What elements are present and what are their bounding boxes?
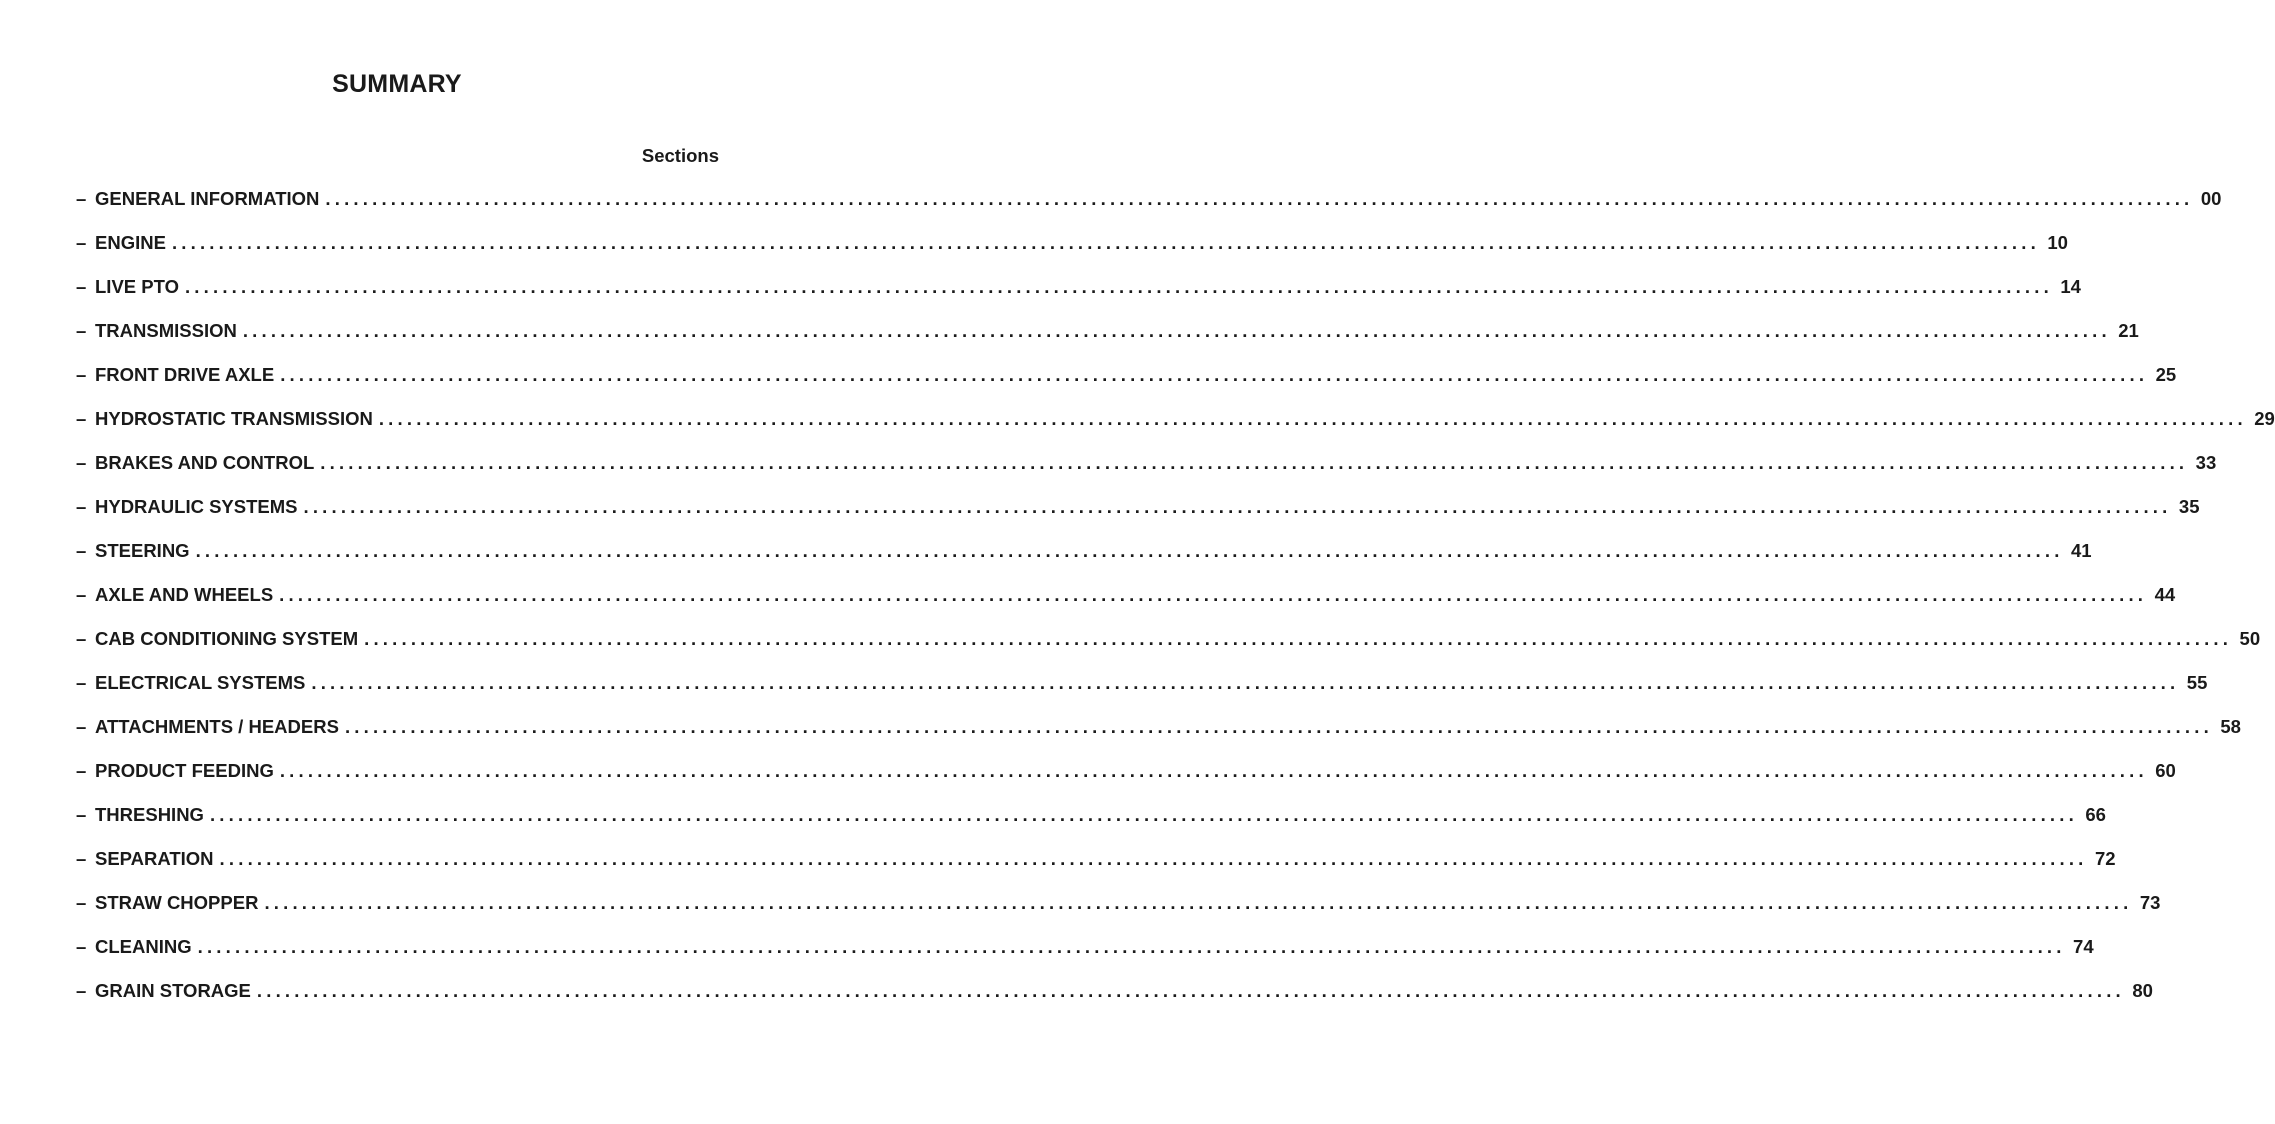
toc-dot-leader: ........................................................................................................................................................................................................	[256, 980, 2125, 1001]
toc-entry-title: BRAKES AND CONTROL	[95, 452, 315, 473]
toc-entry-section-number: 21	[2118, 320, 2139, 341]
toc-entry	[76, 188, 2222, 232]
toc-dot-leader: ........................................................................................................................................................................................................	[344, 716, 2213, 737]
toc-entry-title: HYDRAULIC SYSTEMS	[95, 496, 298, 517]
toc-entry-dash: –	[76, 760, 87, 781]
toc-dot-leader: ........................................................................................................................................................................................................	[279, 584, 2148, 605]
toc-entry	[76, 716, 2241, 760]
toc-entry-dash: –	[76, 936, 87, 957]
toc-entry-section-number: 00	[2200, 188, 2222, 209]
toc-entry-dash: –	[76, 848, 87, 869]
toc-entry-section-number: 72	[2094, 848, 2116, 869]
toc-entry-section-number: 73	[2139, 892, 2161, 913]
toc-entry-section-number: 29	[2254, 408, 2275, 429]
toc-entry-title: AXLE AND WHEELS	[95, 584, 274, 605]
sections-column-label: Sections	[641, 145, 719, 166]
toc-entry	[76, 452, 2217, 496]
toc-entry-title: ENGINE	[95, 232, 166, 253]
toc-entry-dash: –	[76, 716, 87, 737]
toc-dot-leader: ........................................................................................................................................................................................................	[378, 408, 2247, 429]
toc-entry	[76, 936, 2094, 980]
toc-entry-title: TRANSMISSION	[95, 320, 237, 341]
toc-entry-section-number: 35	[2178, 496, 2200, 517]
toc-entry	[76, 760, 2176, 804]
page-title: SUMMARY	[332, 70, 462, 98]
toc-entry	[76, 540, 2092, 584]
toc-entry	[76, 276, 2081, 320]
toc-entry-title: STEERING	[95, 540, 190, 561]
toc-entry-dash: –	[76, 276, 87, 297]
toc-entry	[76, 848, 2116, 892]
toc-entry-section-number: 25	[2155, 364, 2177, 385]
toc-entry	[76, 804, 2106, 848]
toc-dot-leader: ........................................................................................................................................................................................................	[242, 320, 2111, 341]
toc-entry-title: GENERAL INFORMATION	[95, 188, 320, 209]
toc-entry-section-number: 41	[2070, 540, 2092, 561]
toc-entry-dash: –	[76, 452, 87, 473]
toc-entry-section-number: 44	[2154, 584, 2176, 605]
toc-entry	[76, 408, 2275, 452]
table-of-contents	[76, 188, 2275, 1024]
toc-entry-section-number: 74	[2073, 936, 2094, 957]
toc-dot-leader: ........................................................................................................................................................................................................	[320, 452, 2189, 473]
toc-dot-leader: ........................................................................................................................................................................................................	[197, 936, 2066, 957]
toc-dot-leader: ........................................................................................................................................................................................................	[209, 804, 2078, 825]
toc-entry	[76, 672, 2208, 716]
toc-entry	[76, 320, 2139, 364]
toc-entry-dash: –	[76, 232, 87, 253]
toc-entry-section-number: 10	[2047, 232, 2068, 253]
toc-entry-dash: –	[76, 496, 87, 517]
toc-entry-section-number: 14	[2060, 276, 2081, 297]
toc-entry	[76, 584, 2176, 628]
toc-entry-title: CAB CONDITIONING SYSTEM	[95, 628, 359, 649]
toc-entry-section-number: 80	[2132, 980, 2153, 1001]
toc-entry-dash: –	[76, 584, 87, 605]
toc-dot-leader: ........................................................................................................................................................................................................	[325, 188, 2194, 209]
toc-entry-title: ELECTRICAL SYSTEMS	[95, 672, 306, 693]
toc-entry-dash: –	[76, 188, 87, 209]
toc-entry-section-number: 50	[2239, 628, 2261, 649]
toc-entry-dash: –	[76, 364, 87, 385]
toc-entry-title: FRONT DRIVE AXLE	[95, 364, 275, 385]
toc-entry-title: THRESHING	[95, 804, 204, 825]
toc-entry-section-number: 60	[2155, 760, 2176, 781]
toc-entry-dash: –	[76, 980, 87, 1001]
toc-entry-dash: –	[76, 628, 87, 649]
toc-entry-dash: –	[76, 804, 87, 825]
toc-entry	[76, 496, 2200, 540]
toc-entry	[76, 232, 2068, 276]
toc-entry-section-number: 58	[2220, 716, 2241, 737]
toc-entry	[76, 892, 2161, 936]
toc-entry-section-number: 66	[2085, 804, 2106, 825]
toc-entry	[76, 628, 2261, 672]
toc-entry-dash: –	[76, 540, 87, 561]
toc-dot-leader: ........................................................................................................................................................................................................	[184, 276, 2053, 297]
toc-entry-title: PRODUCT FEEDING	[95, 760, 274, 781]
toc-entry-title: HYDROSTATIC TRANSMISSION	[95, 408, 373, 429]
toc-entry-section-number: 55	[2186, 672, 2208, 693]
toc-entry-title: ATTACHMENTS / HEADERS	[95, 716, 339, 737]
toc-dot-leader: ........................................................................................................................................................................................................	[219, 848, 2088, 869]
toc-entry-title: STRAW CHOPPER	[95, 892, 259, 913]
toc-entry-dash: –	[76, 320, 87, 341]
toc-dot-leader: ........................................................................................................................................................................................................	[311, 672, 2180, 693]
toc-dot-leader: ........................................................................................................................................................................................................	[364, 628, 2233, 649]
toc-dot-leader: ........................................................................................................................................................................................................	[280, 364, 2149, 385]
toc-entry-title: GRAIN STORAGE	[95, 980, 251, 1001]
toc-entry	[76, 980, 2153, 1024]
toc-entry-section-number: 33	[2195, 452, 2217, 473]
toc-entry-dash: –	[76, 408, 87, 429]
toc-dot-leader: ........................................................................................................................................................................................................	[195, 540, 2064, 561]
toc-dot-leader: ........................................................................................................................................................................................................	[264, 892, 2133, 913]
toc-entry-title: SEPARATION	[95, 848, 214, 869]
toc-dot-leader: ........................................................................................................................................................................................................	[279, 760, 2148, 781]
toc-dot-leader: ........................................................................................................................................................................................................	[303, 496, 2172, 517]
toc-entry-title: CLEANING	[95, 936, 192, 957]
toc-entry	[76, 364, 2177, 408]
toc-entry-dash: –	[76, 892, 87, 913]
toc-entry-dash: –	[76, 672, 87, 693]
toc-dot-leader: ........................................................................................................................................................................................................	[171, 232, 2040, 253]
toc-entry-title: LIVE PTO	[95, 276, 179, 297]
